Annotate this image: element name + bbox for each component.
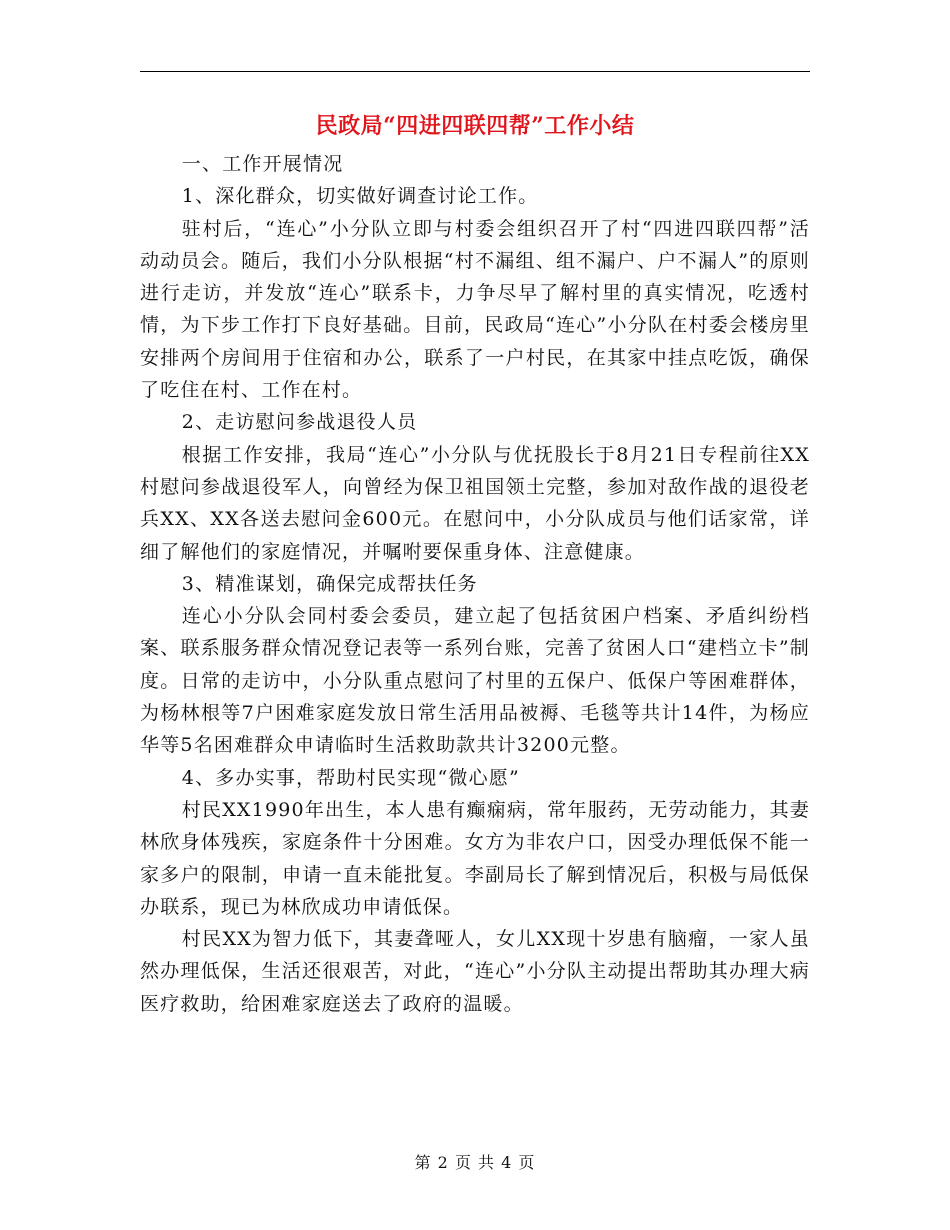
subsection-heading: 2、走访慰问参战退役人员 [181,411,418,434]
paragraph: 连心小分队会同村委会委员，建立起了包括贫困户档案、矛盾纠纷档案、联系服务群众情况登记表等一系列台账，完善了贫困人口“建档立卡”制度。日常的走访中，小分队重点慰问了村里的五保户、低保户等困难群体，为杨林根等7户困难家庭发放日常生活用品被褥、毛毯等共计14件，为杨应华等5名困难群众申请临时生活救助款共计3200元整。 [140,605,810,757]
subsection-heading: 3、精准谋划，确保完成帮扶任务 [181,572,478,595]
subsection-heading: 4、多办实事，帮助村民实现“微心愿” [181,766,520,789]
section-heading: 一、工作开展情况 [181,153,344,175]
header-rule [140,71,810,72]
paragraph: 村民XX为智力低下，其妻聋哑人，女儿XX现十岁患有脑瘤，一家人虽然办理低保，生活还很艰苦，对此，“连心”小分队主动提出帮助其办理大病医疗救助，给困难家庭送去了政府的温暖。 [140,928,810,1015]
document-body [140,148,810,1020]
page-number-footer: 第 2 页 共 4 页 [414,1153,536,1172]
subsection-heading: 1、深化群众，切实做好调查讨论工作。 [181,185,539,208]
paragraph: 村民XX1990年出生，本人患有癫痫病，常年服药，无劳动能力，其妻林欣身体残疾，家庭条件十分困难。女方为非农户口，因受办理低保不能一家多户的限制，申请一直未能批复。李副局长了解到情况后，积极与局低保办联系，现已为林欣成功申请低保。 [140,798,810,918]
paragraph: 驻村后，“连心”小分队立即与村委会组织召开了村“四进四联四帮”活动动员会。随后，我们小分队根据“村不漏组、组不漏户、户不漏人”的原则进行走访，并发放“连心”联系卡，力争尽早了解村里的真实情况，吃透村情，为下步工作打下良好基础。目前，民政局“连心”小分队在村委会楼房里安排两个房间用于住宿和办公，联系了一户村民，在其家中挂点吃饭，确保了吃住在村、工作在村。 [140,217,810,402]
paragraph: 根据工作安排，我局“连心”小分队与优抚股长于8月21日专程前往XX村慰问参战退役军人，向曾经为保卫祖国领土完整，参加对敌作战的退役老兵XX、XX各送去慰问金600元。在慰问中，小分队成员与他们话家常，详细了解他们的家庭情况，并嘱咐要保重身体、注意健康。 [140,443,810,563]
document-title: 民政局“四进四联四帮”工作小结 [315,113,635,139]
